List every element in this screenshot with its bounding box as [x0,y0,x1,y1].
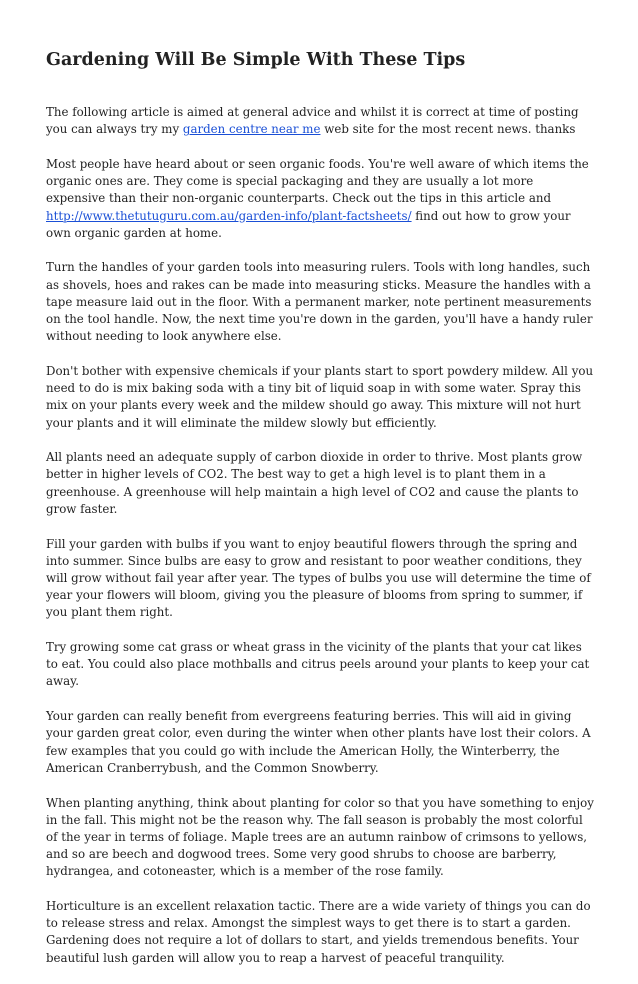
paragraph-organic [46,156,594,242]
paragraph-fall-color: When planting anything, think about planting for color so that you have something to enjoy in the fall. This might not be the reason why. The fall season is probably the most colorful of the year in terms of foliage. Maple trees are an autumn rainbow of crimsons to yellows, and so are beech and dogwood trees. Some very good shrubs to choose are barberry, hydrangea, and cotoneaster, which is a member of the rose family. [46,795,594,879]
paragraph-carbon-dioxide: All plants need an adequate supply of carbon dioxide in order to thrive. Most plants grow better in higher levels of CO2. The best way to get a high level is to plant them in a greenhouse. A greenhouse will help maintain a high level of CO2 and cause the plants to grow faster. [46,450,583,516]
paragraph-relaxation: Horticulture is an excellent relaxation tactic. There are a wide variety of things you can do to release stress and relax. Amongst the simplest ways to get there is to start a garden. Gardening does not require a lot of dollars to start, and yields tremendous benefits. Your beautiful lush garden will allow you to reap a harvest of peaceful tranquility. [46,899,591,965]
paragraph-tool-handles: Turn the handles of your garden tools into measuring rulers. Tools with long handles, such as shovels, hoes and rakes can be made into measuring sticks. Measure the handles with a tape measure laid out in the floor. With a permanent marker, note pertinent measurements on the tool handle. Now, the next time you're down in the garden, you'll have a handy ruler without needing to look anywhere else. [46,260,593,344]
garden-centre-link[interactable]: garden centre near me [182,122,321,137]
paragraph-text: find out how to grow your own organic garden at home. [46,208,571,240]
paragraph-text: Most people have heard about or seen organic foods. You're well aware of which items the organic ones are. They come is special packaging and they are usually a lot more expensive than their non-organic counterparts. Check out the tips in this article and [46,156,589,206]
paragraph-bulbs: Fill your garden with bulbs if you want to enjoy beautiful flowers through the spring and into summer. Since bulbs are easy to grow and resistant to poor weather conditions, they will grow without fail year after year. The types of bulbs you use will determine the time of year your flowers will bloom, giving you the pleasure of blooms from spring to summer, if you plant them right. [46,536,591,620]
plant-factsheets-link[interactable]: http://www.thetutuguru.com.au/garden-info/plant-factsheets/ [46,208,412,223]
paragraph-mildew: Don't bother with expensive chemicals if your plants start to sport powdery mildew. All you need to do is mix baking soda with a tiny bit of liquid soap in with some water. Spray this mix on your plants every week and the mildew should go away. This mixture will not hurt your plants and it will eliminate the mildew slowly but efficiently. [46,363,594,430]
paragraph-text: web site for the most recent news. thanks [320,122,576,137]
page-title: Gardening Will Be Simple With These Tips [46,50,466,70]
paragraph-cat-grass: Try growing some cat grass or wheat grass in the vicinity of the plants that your cat likes to eat. You could also place mothballs and citrus peels around your plants to keep your cat away. [46,640,590,689]
paragraph-text: The following article is aimed at general advice and whilst it is correct at time of posting you can always try my [46,105,579,137]
paragraph-evergreens: Your garden can really benefit from evergreens featuring berries. This will aid in giving your garden great color, even during the winter when other plants have lost their colors. A few examples that you could go with include the American Holly, the Winterberry, the American Cranberrybush, and the Common Snowberry. [46,709,591,775]
document-page [46,48,594,984]
paragraph-intro [46,104,594,138]
